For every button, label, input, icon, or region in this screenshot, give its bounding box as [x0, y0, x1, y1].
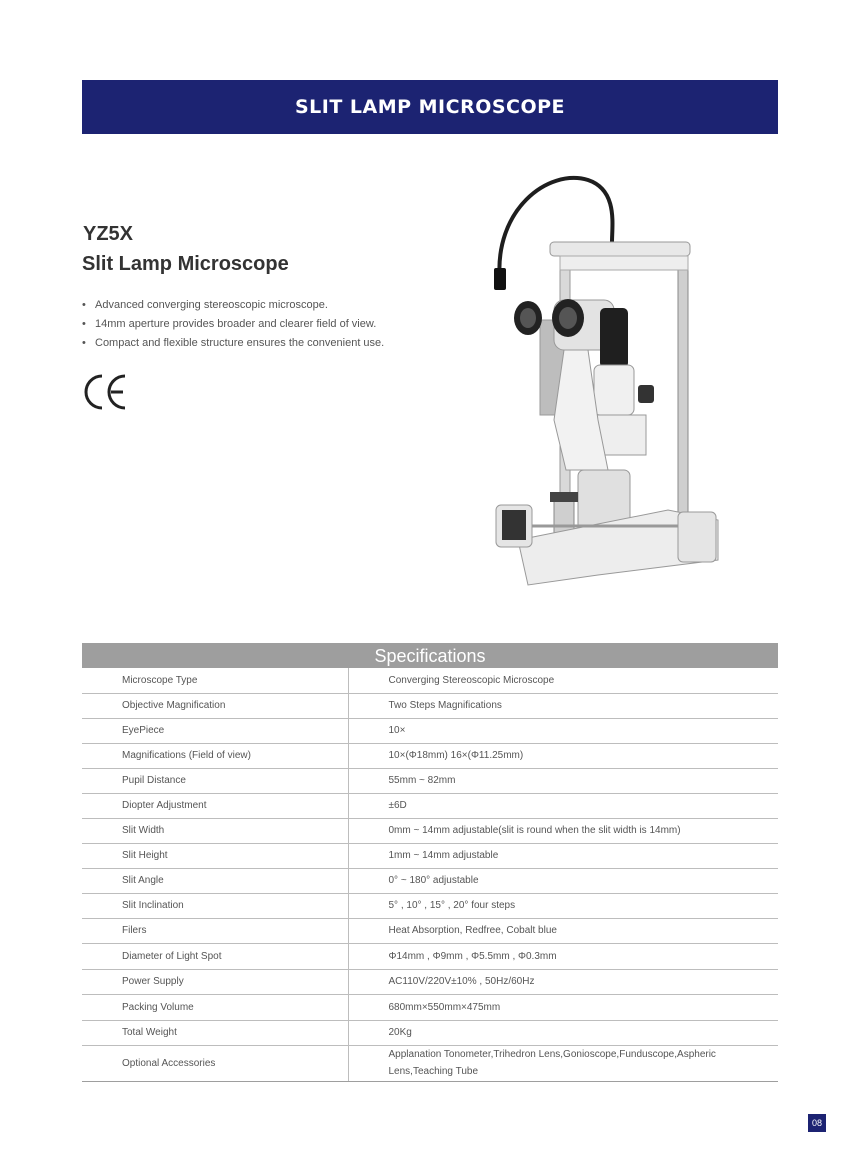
spec-label: Magnifications (Field of view) [82, 743, 348, 768]
table-row [82, 793, 778, 818]
spec-value: 55mm ~ 82mm [348, 768, 778, 793]
feature-text: Advanced converging stereoscopic microscope. [95, 299, 328, 311]
table-row [82, 718, 778, 743]
table-row [82, 693, 778, 718]
spec-value: 0° ~ 180° adjustable [348, 868, 778, 893]
table-row [82, 1020, 778, 1045]
spec-value: AC110V/220V±10% , 50Hz/60Hz [348, 969, 778, 994]
spec-value: 1mm ~ 14mm adjustable [348, 843, 778, 868]
page-number: 08 [808, 1114, 826, 1132]
table-row [82, 969, 778, 994]
spec-label: Diameter of Light Spot [82, 943, 348, 969]
spec-label: Total Weight [82, 1020, 348, 1045]
product-name: Slit Lamp Microscope [82, 253, 289, 275]
table-row [82, 893, 778, 918]
spec-value: 0mm ~ 14mm adjustable(slit is round when the slit width is 14mm) [348, 818, 778, 843]
feature-list [82, 296, 384, 353]
list-item: • Compact and flexible structure ensures the convenient use. [82, 337, 385, 349]
spec-value: 5° , 10° , 15° , 20° four steps [348, 893, 778, 918]
spec-value: 10×(Φ18mm) 16×(Φ11.25mm) [348, 743, 778, 768]
spec-label: Power Supply [82, 969, 348, 994]
spec-label: Optional Accessories [82, 1045, 348, 1081]
spec-value: 20Kg [348, 1020, 778, 1045]
table-row [82, 843, 778, 868]
table-row [82, 1045, 778, 1081]
table-row [82, 668, 778, 693]
page-title-banner [82, 80, 778, 134]
product-model: YZ5X [83, 223, 134, 245]
spec-value: Heat Absorption, Redfree, Cobalt blue [348, 918, 778, 943]
spec-value: 680mm×550mm×475mm [348, 994, 778, 1020]
table-row [82, 918, 778, 943]
table-row [82, 868, 778, 893]
spec-value: Two Steps Magnifications [348, 693, 778, 718]
spec-label: Slit Angle [82, 868, 348, 893]
table-row [82, 743, 778, 768]
table-row [82, 994, 778, 1020]
spec-value: 10× [348, 718, 778, 743]
table-row [82, 818, 778, 843]
specifications-table [82, 668, 778, 1082]
spec-label: Packing Volume [82, 994, 348, 1020]
page-title: SLIT LAMP MICROSCOPE [294, 96, 566, 118]
spec-label: Objective Magnification [82, 693, 348, 718]
spec-label: Pupil Distance [82, 768, 348, 793]
list-item: • Advanced converging stereoscopic microscope. [82, 299, 328, 311]
ce-mark-icon [82, 372, 128, 412]
spec-label: Diopter Adjustment [82, 793, 348, 818]
list-item: • 14mm aperture provides broader and clearer field of view. [82, 318, 377, 330]
spec-label: Filers [82, 918, 348, 943]
spec-label: Slit Width [82, 818, 348, 843]
specifications-heading: Specifications [82, 643, 778, 668]
spec-value: Converging Stereoscopic Microscope [348, 668, 778, 693]
feature-text: 14mm aperture provides broader and clearer field of view. [95, 318, 377, 330]
spec-label: Microscope Type [82, 668, 348, 693]
spec-label: Slit Height [82, 843, 348, 868]
spec-label: EyePiece [82, 718, 348, 743]
spec-value: ±6D [348, 793, 778, 818]
slit-lamp-product-image [488, 170, 738, 602]
spec-value: Applanation Tonometer,Trihedron Lens,Gonioscope,Funduscope,Aspheric Lens,Teaching Tube [348, 1045, 778, 1081]
feature-text: Compact and flexible structure ensures the convenient use. [95, 337, 385, 349]
table-row [82, 768, 778, 793]
spec-value: Φ14mm , Φ9mm , Φ5.5mm , Φ0.3mm [348, 943, 778, 969]
table-row [82, 943, 778, 969]
spec-label: Slit Inclination [82, 893, 348, 918]
